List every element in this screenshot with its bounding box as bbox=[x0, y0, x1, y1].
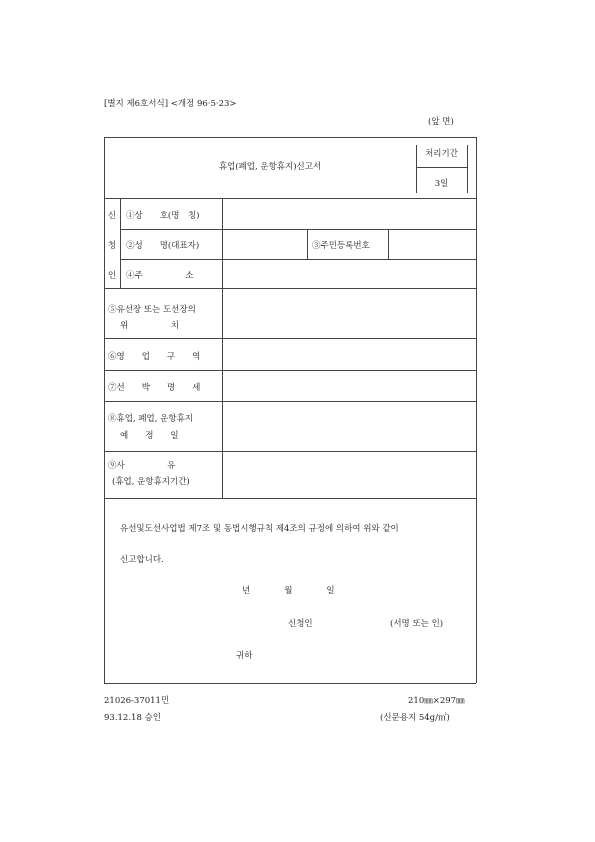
approval-date: 93.12.18 승인 bbox=[104, 713, 161, 723]
form-title: 휴업(폐업, 운항휴지)신고서 bbox=[218, 162, 322, 172]
processing-box-divider bbox=[416, 167, 467, 168]
resident-no-left bbox=[307, 229, 308, 259]
row-divider-6 bbox=[104, 401, 476, 402]
field-label-divider bbox=[222, 288, 223, 498]
applicant-label-divider bbox=[222, 198, 223, 288]
form-label: [별지 제6호서식] <개정 96·5·23> bbox=[104, 99, 237, 109]
schedule-label-line1: ⑧휴업, 폐업, 운항휴지 bbox=[108, 414, 193, 424]
form-number: 21026-37011민 bbox=[104, 696, 170, 706]
frame-top-border bbox=[104, 137, 476, 138]
declaration-date: 년 월 일 bbox=[242, 586, 335, 596]
business-name-label: ①상 호(명 칭) bbox=[126, 211, 200, 221]
paper-size: 210㎜×297㎜ bbox=[408, 696, 465, 706]
declaration-line2: 신고합니다. bbox=[120, 555, 164, 565]
row-divider-1 bbox=[120, 229, 476, 230]
representative-label: ②성 명(대표자) bbox=[126, 241, 200, 251]
applicant-sign-label: 신청인 bbox=[288, 619, 313, 629]
resident-no-right bbox=[388, 229, 389, 259]
row-divider-4 bbox=[104, 338, 476, 339]
reason-label-line2: (휴업, 운항휴지기간) bbox=[112, 477, 190, 487]
applicant-group-divider bbox=[120, 198, 121, 288]
vessel-details-label: ⑦선 박 명 세 bbox=[108, 383, 201, 393]
location-label-line2: 위 치 bbox=[120, 321, 179, 331]
address-label: ④주 소 bbox=[126, 271, 194, 281]
row-divider-2 bbox=[120, 259, 476, 260]
applicant-group-char-1: 신 bbox=[107, 211, 117, 221]
frame-right-border bbox=[476, 137, 477, 683]
processing-period-label: 처리기간 bbox=[425, 149, 458, 159]
processing-box-right bbox=[467, 145, 468, 193]
declaration-line1: 유선및도선사업법 제7조 및 동법시행규칙 제4조의 규정에 의하여 위와 같이 bbox=[120, 524, 399, 534]
applicant-group-char-3: 인 bbox=[107, 271, 117, 281]
location-label-line1: ⑤유선장 또는 도선장의 bbox=[108, 305, 196, 315]
row-divider-applicant-top bbox=[104, 198, 476, 199]
row-divider-8 bbox=[104, 498, 476, 499]
frame-bottom-border bbox=[104, 683, 476, 684]
resident-no-label: ③주민등록번호 bbox=[312, 241, 370, 251]
processing-period-value: 3일 bbox=[434, 179, 449, 189]
row-divider-3 bbox=[104, 288, 476, 289]
applicant-group-char-2: 청 bbox=[107, 241, 117, 251]
row-divider-7 bbox=[104, 451, 476, 452]
reason-label-line1: ⑨사 유 bbox=[108, 461, 176, 471]
row-divider-5 bbox=[104, 370, 476, 371]
schedule-label-line2: 예 정 일 bbox=[120, 431, 179, 441]
recipient-label: 귀하 bbox=[236, 651, 253, 661]
paper-type: (신문용지 54g/㎡) bbox=[380, 713, 450, 723]
signature-label: (서명 또는 인) bbox=[390, 619, 444, 629]
page-side-label: (앞 면) bbox=[428, 117, 454, 127]
business-area-label: ⑥영 업 구 역 bbox=[108, 352, 201, 362]
